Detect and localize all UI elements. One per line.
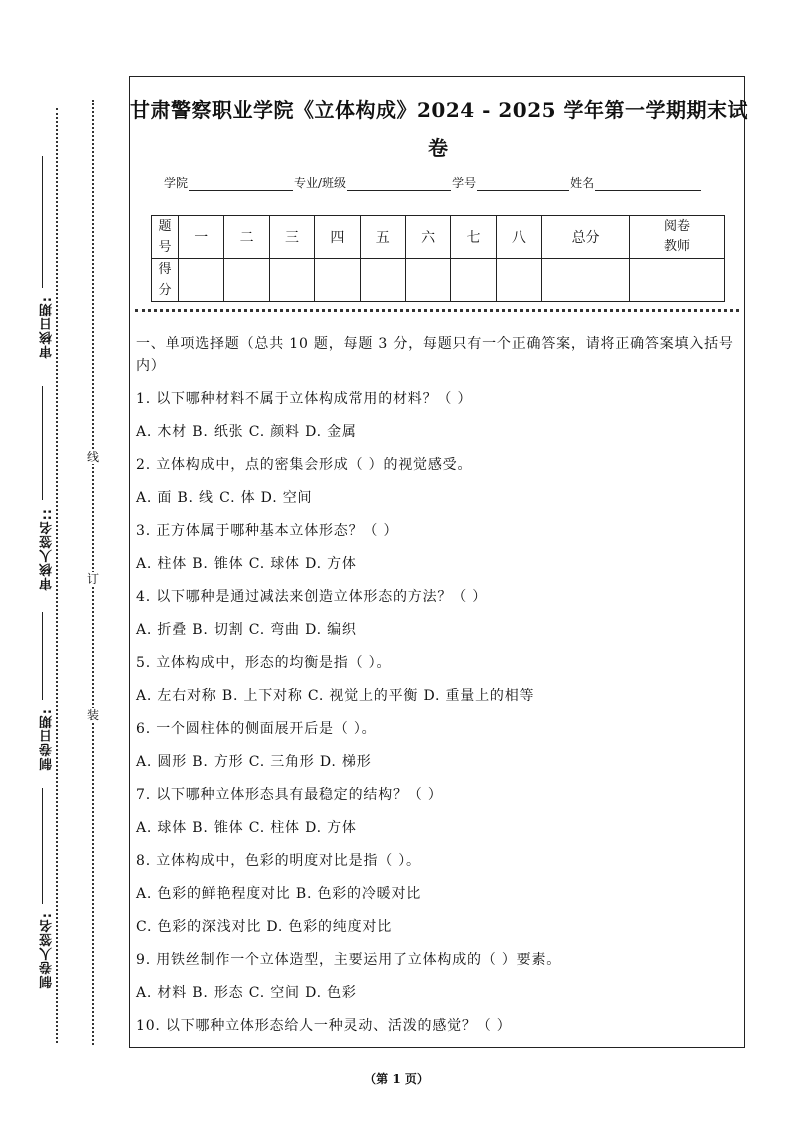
field-blank-college[interactable] xyxy=(189,177,293,191)
page-title xyxy=(130,93,749,165)
title-line-2: 卷 xyxy=(428,136,448,160)
options-line: A. 面 B. 线 C. 体 D. 空间 xyxy=(136,490,313,506)
binding-char-line: 线 xyxy=(86,450,99,464)
question-line: 3. 正方体属于哪种基本立体形态？（ ） xyxy=(136,523,399,539)
question-line: 2. 立体构成中，点的密集会形成（ ）的视觉感受。 xyxy=(136,457,473,473)
reviewer-signature-line xyxy=(42,386,43,500)
options-line: A. 折叠 B. 切割 C. 弯曲 D. 编织 xyxy=(136,622,357,638)
reviewer-date-label: 审核日期: xyxy=(40,296,55,359)
score-cell[interactable] xyxy=(451,259,496,302)
question-line: 8. 立体构成中，色彩的明度对比是指（ ）。 xyxy=(136,853,421,869)
score-label: 得 分 xyxy=(152,259,179,302)
options-line: A. 左右对称 B. 上下对称 C. 视觉上的平衡 D. 重量上的相等 xyxy=(136,688,535,704)
score-cell[interactable] xyxy=(360,259,405,302)
grading-teacher-label: 阅卷 教师 xyxy=(630,216,725,259)
column-header: 二 xyxy=(224,216,269,259)
options-line: A. 色彩的鲜艳程度对比 B. 色彩的冷暖对比 xyxy=(136,886,422,902)
score-cell[interactable] xyxy=(179,259,224,302)
questions-area xyxy=(136,333,738,1034)
field-blank-major-class[interactable] xyxy=(347,177,451,191)
score-cell[interactable] xyxy=(224,259,269,302)
author-date-line xyxy=(42,612,43,700)
question-line: 1. 以下哪种材料不属于立体构成常用的材料？（ ） xyxy=(136,391,473,407)
field-label-college: 学院 xyxy=(164,176,189,190)
exam-frame xyxy=(129,76,749,1048)
options-line: A. 柱体 B. 锥体 C. 球体 D. 方体 xyxy=(136,556,357,572)
column-header: 一 xyxy=(179,216,224,259)
question-line: 7. 以下哪种立体形态具有最稳定的结构？（ ） xyxy=(136,787,443,803)
binding-char-bind: 装 xyxy=(86,708,99,722)
binding-char-staple: 订 xyxy=(86,572,99,586)
score-cell[interactable] xyxy=(496,259,541,302)
column-header: 三 xyxy=(269,216,314,259)
column-header: 六 xyxy=(405,216,450,259)
options-line: C. 色彩的深浅对比 D. 色彩的纯度对比 xyxy=(136,919,392,935)
section-divider xyxy=(135,309,739,312)
field-label-name: 姓名 xyxy=(570,176,595,190)
score-table xyxy=(151,215,725,302)
title-line-1: 甘肃警察职业学院《立体构成》2024 - 2025 学年第一学期期末试 xyxy=(130,98,749,122)
options-line: A. 球体 B. 锥体 C. 柱体 D. 方体 xyxy=(136,820,357,836)
page-number: （第 1 页） xyxy=(364,1072,429,1086)
question-line: 4. 以下哪种是通过减法来创造立体形态的方法？（ ） xyxy=(136,589,488,605)
question-line: 10. 以下哪种立体形态给人一种灵动、活泼的感觉？（ ） xyxy=(136,1018,512,1034)
score-table-score-row xyxy=(152,259,725,302)
score-cell[interactable] xyxy=(405,259,450,302)
score-cell-teacher[interactable] xyxy=(630,259,725,302)
score-cell-total[interactable] xyxy=(542,259,630,302)
column-header: 四 xyxy=(315,216,360,259)
reviewer-date-line xyxy=(42,156,43,288)
field-label-student-id: 学号 xyxy=(452,176,477,190)
field-blank-name[interactable] xyxy=(595,177,701,191)
column-header: 五 xyxy=(360,216,405,259)
author-date-label: 制卷日期: xyxy=(40,708,55,771)
score-table-header-row xyxy=(152,216,725,259)
reviewer-signature-label: 审核人签名:: xyxy=(40,508,55,591)
question-number-label: 题 号 xyxy=(152,216,179,259)
field-label-major-class: 专业/班级 xyxy=(294,176,347,190)
score-cell[interactable] xyxy=(315,259,360,302)
author-signature-label: 制卷人签名: xyxy=(40,912,55,989)
options-line: A. 木材 B. 纸张 C. 颜料 D. 金属 xyxy=(136,424,357,440)
student-info-row xyxy=(164,174,702,191)
question-line: 5. 立体构成中，形态的均衡是指（ ）。 xyxy=(136,655,392,671)
options-line: A. 圆形 B. 方形 C. 三角形 D. 梯形 xyxy=(136,754,372,770)
author-signature-line xyxy=(42,788,43,904)
question-line: 9. 用铁丝制作一个立体造型，主要运用了立体构成的（ ）要素。 xyxy=(136,952,562,968)
field-blank-student-id[interactable] xyxy=(477,177,569,191)
column-header-total: 总分 xyxy=(542,216,630,259)
score-cell[interactable] xyxy=(269,259,314,302)
column-header: 八 xyxy=(496,216,541,259)
options-line: A. 材料 B. 形态 C. 空间 D. 色彩 xyxy=(136,985,357,1001)
question-line: 6. 一个圆柱体的侧面展开后是（ ）。 xyxy=(136,721,377,737)
section-heading: 一、单项选择题（总共 10 题，每题 3 分，每题只有一个正确答案，请将正确答案填入括号内） xyxy=(136,336,734,374)
column-header: 七 xyxy=(451,216,496,259)
